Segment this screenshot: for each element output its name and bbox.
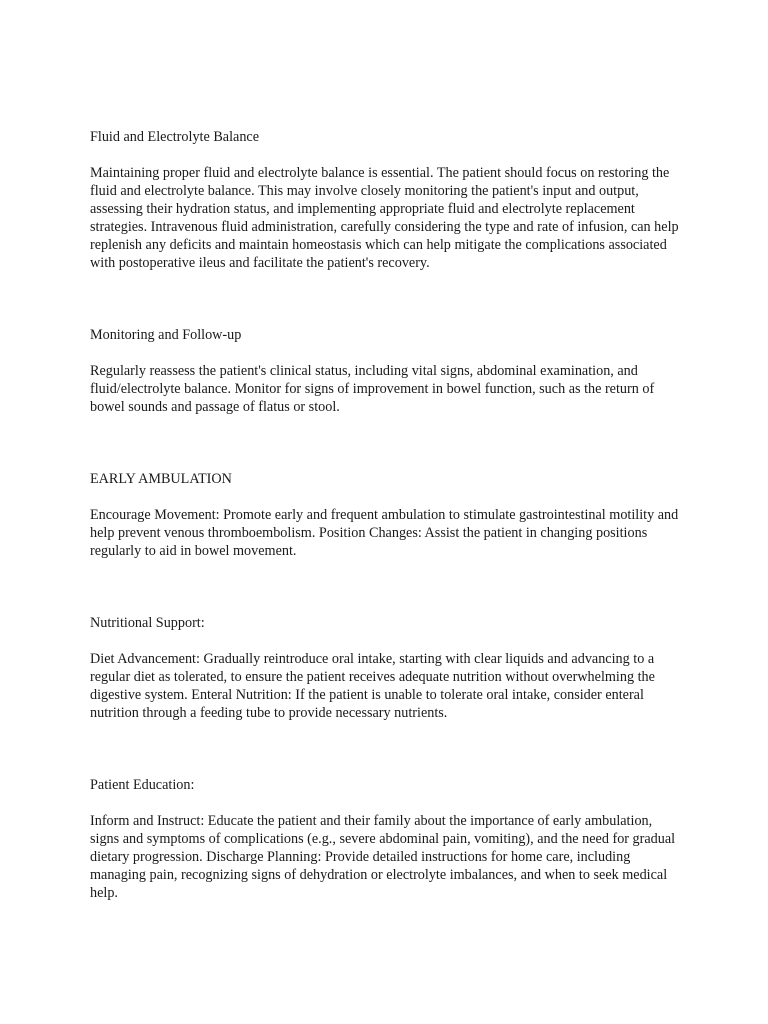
section-body: Inform and Instruct: Educate the patient and their family about the importance of early ambulation, signs and symptoms of complications (e.g., severe abdominal pain, vomiting), and the need for gradual dietary progression. Discharge Planning: Provide detailed instructions for home care, including managing pain, recognizing signs of dehydration or electrolyte imbalances, and when to seek medical help. bbox=[90, 813, 676, 901]
section-monitoring bbox=[90, 326, 680, 416]
section-body: Maintaining proper fluid and electrolyte balance is essential. The patient should focus on restoring the fluid and electrolyte balance. This may involve closely monitoring the patient's input and output, assessing their hydration status, and implementing appropriate fluid and electrolyte replacement strategies. Intravenous fluid administration, carefully considering the type and rate of infusion, can help replenish any deficits and maintain homeostasis which can help mitigate the complications associated with postoperative ileus and facilitate the patient's recovery. bbox=[90, 165, 679, 271]
section-spacer bbox=[90, 272, 680, 326]
section-heading: EARLY AMBULATION bbox=[90, 471, 232, 487]
section-heading: Patient Education: bbox=[90, 777, 195, 793]
section-patient-education bbox=[90, 776, 680, 902]
section-fluid-electrolyte bbox=[90, 128, 680, 272]
document-page bbox=[90, 128, 680, 902]
section-spacer bbox=[90, 560, 680, 614]
section-body: Diet Advancement: Gradually reintroduce oral intake, starting with clear liquids and advancing to a regular diet as tolerated, to ensure the patient receives adequate nutrition without overwhelming the digestive system. Enteral Nutrition: If the patient is unable to tolerate oral intake, consider enteral nutrition through a feeding tube to provide necessary nutrients. bbox=[90, 651, 655, 721]
section-spacer bbox=[90, 722, 680, 776]
section-heading: Fluid and Electrolyte Balance bbox=[90, 129, 260, 145]
section-body: Regularly reassess the patient's clinical status, including vital signs, abdominal examination, and fluid/electrolyte balance. Monitor for signs of improvement in bowel function, such as the return of bowel sounds and passage of flatus or stool. bbox=[90, 363, 655, 415]
section-spacer bbox=[90, 416, 680, 470]
section-heading: Nutritional Support: bbox=[90, 615, 205, 631]
section-body: Encourage Movement: Promote early and frequent ambulation to stimulate gastrointestinal motility and help prevent venous thromboembolism. Position Changes: Assist the patient in changing positions regularly to aid in bowel movement. bbox=[90, 507, 679, 559]
section-heading: Monitoring and Follow-up bbox=[90, 327, 242, 343]
section-early-ambulation bbox=[90, 470, 680, 560]
section-nutritional-support bbox=[90, 614, 680, 722]
